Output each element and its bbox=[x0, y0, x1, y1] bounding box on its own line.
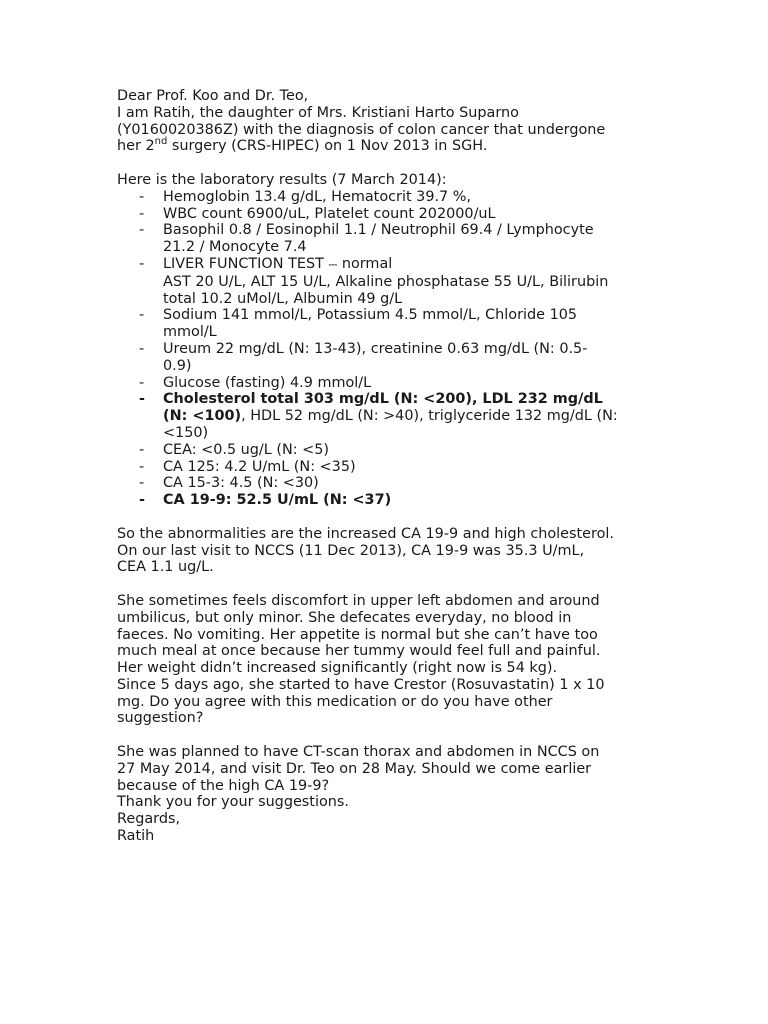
lab-cholesterol-1: Cholesterol total 303 mg/dL (N: <200), LDL 232 mg/dL bbox=[163, 391, 603, 408]
list-item-liver-function bbox=[117, 256, 662, 307]
lab-ca125: CA 125: 4.2 U/mL (N: <35) bbox=[163, 458, 356, 475]
lab-glucose: Glucose (fasting) 4.9 mmol/L bbox=[163, 374, 372, 391]
lab-ca153: CA 15-3: 4.5 (N: <30) bbox=[163, 475, 319, 492]
thanks-line: Thank you for your suggestions. bbox=[117, 794, 349, 811]
intro-paragraph bbox=[117, 105, 662, 155]
bullet-dash: - bbox=[139, 475, 145, 492]
lab-hemoglobin: Hemoglobin 13.4 g/dL, Hematocrit 39.7 %, bbox=[163, 188, 472, 205]
symptoms-paragraph bbox=[117, 593, 662, 727]
list-item-ca153 bbox=[117, 475, 662, 492]
bullet-dash: - bbox=[139, 255, 145, 272]
bullet-dash: - bbox=[139, 374, 145, 391]
bullet-dash: - bbox=[139, 441, 145, 458]
paragraph-line: mg. Do you agree with this medication or do you have other bbox=[117, 693, 553, 710]
paragraph-line: faeces. No vomiting. Her appetite is normal but she can’t have too bbox=[117, 626, 598, 643]
lab-differential-1: Basophil 0.8 / Eosinophil 1.1 / Neutrophil 69.4 / Lymphocyte bbox=[163, 222, 594, 239]
list-item-renal bbox=[117, 341, 662, 375]
bullet-dash: - bbox=[139, 340, 145, 357]
bullet-dash: - bbox=[139, 492, 145, 509]
paragraph-line: Her weight didn’t increased significantly (right now is 54 kg). bbox=[117, 660, 558, 677]
signature: Ratih bbox=[117, 828, 155, 845]
lab-results-list bbox=[117, 189, 662, 509]
lab-cholesterol-2 bbox=[163, 408, 662, 425]
intro-line-3-pre: her 2 bbox=[117, 138, 155, 155]
bullet-dash: - bbox=[139, 458, 145, 475]
paragraph-line: She was planned to have CT-scan thorax and abdomen in NCCS on bbox=[117, 744, 600, 761]
list-item-differential bbox=[117, 222, 662, 256]
lab-electrolytes-2: mmol/L bbox=[163, 324, 217, 341]
list-item-ca125 bbox=[117, 459, 662, 476]
abnormalities-paragraph bbox=[117, 526, 662, 576]
bullet-dash: - bbox=[139, 391, 145, 408]
letter-body bbox=[117, 88, 662, 845]
list-item-hemoglobin bbox=[117, 189, 662, 206]
regards-line: Regards, bbox=[117, 811, 181, 828]
bullet-dash: - bbox=[139, 307, 145, 324]
paragraph-line: So the abnormalities are the increased CA 19-9 and high cholesterol. bbox=[117, 525, 615, 542]
paragraph-line: umbilicus, but only minor. She defecates everyday, no blood in bbox=[117, 609, 572, 626]
intro-line-1: I am Ratih, the daughter of Mrs. Kristiani Harto Suparno bbox=[117, 104, 519, 121]
paragraph-line: Since 5 days ago, she started to have Crestor (Rosuvastatin) 1 x 10 bbox=[117, 676, 605, 693]
salutation: Dear Prof. Koo and Dr. Teo, bbox=[117, 88, 309, 104]
intro-line-2: (Y016002038​6Z) with the diagnosis of colon cancer that undergone bbox=[117, 121, 606, 138]
bullet-dash: - bbox=[139, 188, 145, 205]
lab-lft-1 bbox=[163, 256, 662, 274]
bullet-dash: - bbox=[139, 205, 145, 222]
list-item-cea bbox=[117, 442, 662, 459]
lab-cea: CEA: <0.5 ug/L (N: <5) bbox=[163, 441, 329, 458]
bullet-dash: - bbox=[139, 222, 145, 239]
paragraph-line: suggestion? bbox=[117, 710, 204, 727]
list-item-ca199 bbox=[117, 492, 662, 509]
lab-lft-3: total 10.2 uMol/L, Albumin 49 g/L bbox=[163, 290, 403, 307]
equals-sign-icon: ⎓ bbox=[328, 257, 338, 271]
paragraph-line: CEA 1.1 ug/L. bbox=[117, 559, 214, 576]
lft-title: LIVER FUNCTION TEST bbox=[163, 255, 329, 272]
ldl-normal-range: (N: <100) bbox=[163, 408, 242, 425]
paragraph-line: On our last visit to NCCS (11 Dec 2013), CA 19-9 was 35.3 U/mL, bbox=[117, 542, 585, 559]
intro-line-3-post: surgery (CRS-HIPEC) on 1 Nov 2013 in SGH. bbox=[167, 138, 488, 155]
ordinal-superscript: nd bbox=[154, 136, 168, 148]
lab-wbc: WBC count 6900/uL, Platelet count 202000/uL bbox=[163, 205, 496, 222]
lab-renal-2: 0.9) bbox=[163, 357, 192, 374]
lab-differential-2: 21.2 / Monocyte 7.4 bbox=[163, 239, 307, 256]
lab-heading: Here is the laboratory results (7 March 2014): bbox=[117, 171, 447, 188]
lab-renal-1: Ureum 22 mg/dL (N: 13-43), creatinine 0.63 mg/dL (N: 0.5- bbox=[163, 340, 588, 357]
intro-line-3 bbox=[117, 138, 662, 155]
lab-lft-2: AST 20 U/L, ALT 15 U/L, Alkaline phosphatase 55 U/L, Bilirubin bbox=[163, 273, 609, 290]
paragraph-line: 27 May 2014, and visit Dr. Teo on 28 May. Should we come earlier bbox=[117, 760, 592, 777]
lab-ca199: CA 19-9: 52.5 U/mL (N: <37) bbox=[163, 492, 392, 509]
lipid-rest: , HDL 52 mg/dL (N: >40), triglyceride 132 mg/dL (N: bbox=[241, 408, 618, 425]
lab-cholesterol-3: <150) bbox=[163, 424, 209, 441]
lft-status: normal bbox=[337, 255, 393, 272]
paragraph-line: She sometimes feels discomfort in upper left abdomen and around bbox=[117, 592, 600, 609]
lab-electrolytes-1: Sodium 141 mmol/L, Potassium 4.5 mmol/L, Chloride 105 bbox=[163, 307, 578, 324]
paragraph-line: because of the high CA 19-9? bbox=[117, 777, 330, 794]
list-item-cholesterol bbox=[117, 391, 662, 441]
paragraph-line: much meal at once because her tummy would feel full and painful. bbox=[117, 643, 601, 660]
plan-paragraph bbox=[117, 744, 662, 794]
list-item-wbc bbox=[117, 206, 662, 223]
list-item-electrolytes bbox=[117, 307, 662, 341]
list-item-glucose bbox=[117, 375, 662, 392]
